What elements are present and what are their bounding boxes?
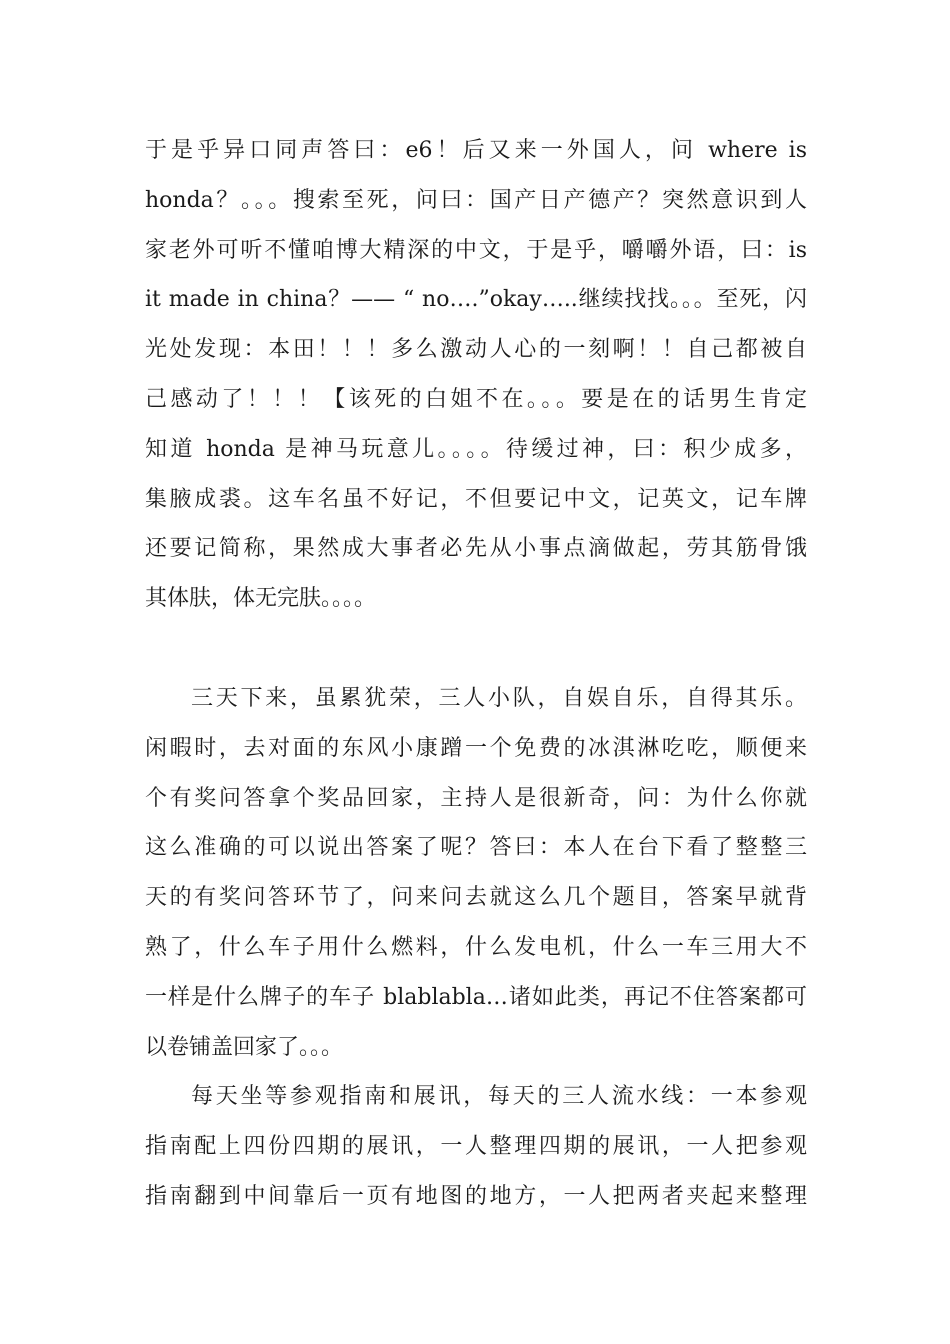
text-line: 指南翻到中间靠后一页有地图的地方，一人把两者夹起来整理 [145,1183,807,1209]
text-line: 以卷铺盖回家了。。。 [145,1034,344,1060]
text-line: 一样是什么牌子的车子 blablabla…诸如此类，再记不住答案都可 [145,984,807,1010]
text-line: 闲暇时，去对面的东风小康蹭一个免费的冰淇淋吃吃，顺便来 [145,735,807,761]
text-line: 于是乎异口同声答曰：e6！后又来一外国人，问 where is [145,138,807,163]
text-line: 这么准确的可以说出答案了呢？答曰：本人在台下看了整整三 [145,835,807,861]
text-line: it made in china？—— “ no….”okay…..继续找找。。。至死，闪 [145,287,807,313]
text-line: honda？。。。搜索至死，问曰：国产日产德产？突然意识到人 [145,187,807,213]
text-line: 己感动了！！！【该死的白姐不在。。。要是在的话男生肯定 [145,386,807,412]
paragraph-2 [145,674,807,1072]
text-line: 每天坐等参观指南和展讯，每天的三人流水线：一本参观 [191,1084,807,1109]
paragraph-3 [145,1072,807,1221]
text-line: 天的有奖问答环节了，问来问去就这么几个题目，答案早就背 [145,885,807,911]
text-line: 家老外可听不懂咱博大精深的中文，于是乎，嚼嚼外语，曰：is [145,237,807,263]
text-line: 熟了，什么车子用什么燃料，什么发电机，什么一车三用大不 [145,934,807,960]
text-line: 知道 honda 是神马玩意儿。。。。待缓过神，曰：积少成多， [145,436,807,462]
text-line: 光处发现：本田！！！多么激动人心的一刻啊！！自己都被自 [145,337,807,363]
text-line: 指南配上四份四期的展讯，一人整理四期的展讯，一人把参观 [145,1133,807,1159]
paragraph-1 [145,126,807,624]
text-line: 还要记简称，果然成大事者必先从小事点滴做起，劳其筋骨饿 [145,536,807,562]
text-line: 集腋成裘。这车名虽不好记，不但要记中文，记英文，记车牌 [145,486,807,512]
text-line: 个有奖问答拿个奖品回家，主持人是很新奇，问：为什么你就 [145,785,807,811]
text-line: 三天下来，虽累犹荣，三人小队，自娱自乐，自得其乐。 [191,686,807,711]
text-line: 其体肤，体无完肤。。。。 [145,586,377,612]
